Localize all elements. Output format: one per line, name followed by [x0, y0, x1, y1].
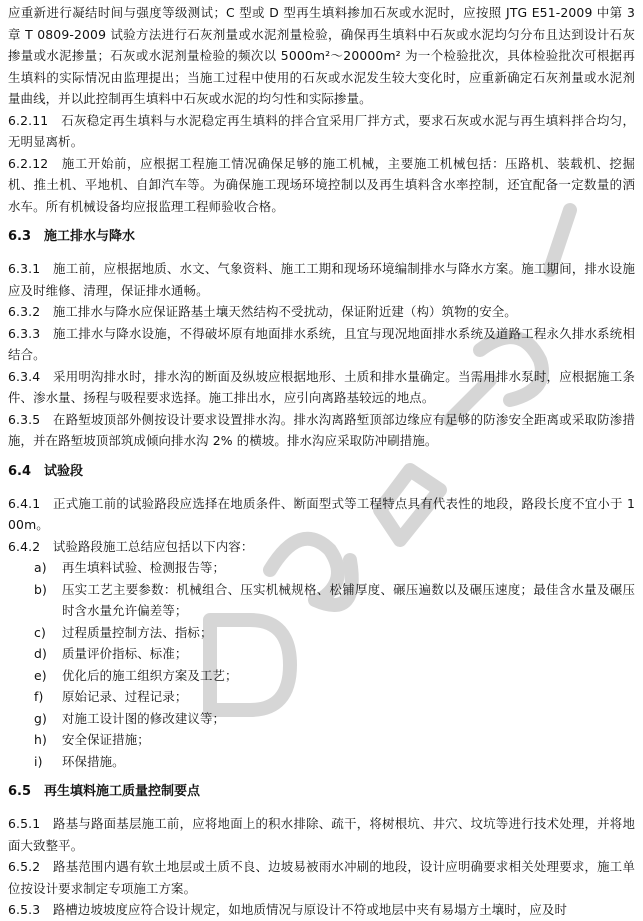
- list-text: 优化后的施工组织方案及工艺；: [62, 667, 238, 683]
- clause-6-3-4: 6.3.4 采用明沟排水时，排水沟的断面及纵坡应根据地形、土质和排水量确定。当需用排水泵时，应根据施工条件、渗水量、扬程与吸程要求选择。施工排出水，应引向离路基较远的地点。: [8, 368, 635, 405]
- list-text: 安全保证措施；: [62, 732, 150, 747]
- list-marker: c): [34, 624, 46, 640]
- clause-6-3-2: 6.3.2 施工排水与降水应保证路基土壤天然结构不受扰动，保证附近建（构）筑物的安全。: [8, 304, 517, 319]
- list-item: [8, 665, 635, 687]
- clause-6-3-1: 6.3.1 施工前，应根据地质、水文、气象资料、施工工期和现场环境编制排水与降水方案。施工期间，排水设施应及时维修、清理，保证排水通畅。: [8, 261, 635, 298]
- list-marker: i): [34, 753, 43, 769]
- clause-6-3-3: 6.3.3 施工排水与降水设施，不得破坏原有地面排水系统，且宜与现况地面排水系统及道路工程永久排水系统相结合。: [8, 325, 635, 362]
- clause-6-2-11: 6.2.11 石灰稳定再生填料与水泥稳定再生填料的拌合宜采用厂拌方式，要求石灰或水泥与再生填料拌合均匀，无明显离析。: [8, 112, 635, 149]
- list-item: [8, 579, 635, 622]
- list-text: 质量评价指标、标准；: [62, 646, 188, 661]
- list-marker: f): [34, 689, 44, 704]
- list-marker: h): [34, 732, 47, 747]
- list-item: [8, 751, 635, 773]
- list-marker: g): [34, 710, 47, 726]
- list-text: 过程质量控制方法、指标；: [62, 624, 213, 640]
- clause-6-4-2: 6.4.2 试验路段施工总结应包括以下内容：: [8, 538, 254, 554]
- list-text: 压实工艺主要参数：机械组合、压实机械规格、松铺厚度、碾压遍数以及碾压速度；最佳含水量及碾压时含水量允许偏差等；: [62, 581, 635, 618]
- list-text: 对施工设计图的修改建议等；: [62, 710, 226, 726]
- list-marker: d): [34, 646, 47, 661]
- paragraph-continuation: 应重新进行凝结时间与强度等级测试；C 型或 D 型再生填料掺加石灰或水泥时，应按照 JTG E51-2009 中第 3 章 T 0809-2009 试验方法进行石灰剂量或水泥剂量检验，确保再生填料中石灰或水泥均匀分布且达到设计石灰掺量或水泥掺量；石灰或水泥剂量检验的频次以 5000m²～20000m² 为一个检验批次，具体检验批次可根据再生填料的实际情况由监理提出；当施工过程中使用的石灰或水泥发生较大变化时，应重新确定石灰剂量或水泥剂量曲线，并以此控制再生填料中石灰或水泥的均匀性和实际掺量。: [8, 5, 635, 106]
- list-marker: b): [34, 581, 47, 597]
- list-marker: e): [34, 667, 47, 683]
- list-item: [8, 622, 635, 644]
- list-item: [8, 686, 635, 708]
- clause-6-3-5: 6.3.5 在路堑坡顶部外侧按设计要求设置排水沟。排水沟离路堑顶部边缘应有足够的防渗安全距离或采取防渗措施，并在路堑坡顶部筑成倾向排水沟 2% 的横坡。排水沟应采取防冲刷措施。: [8, 411, 635, 448]
- clause-6-5-2: 6.5.2 路基范围内遇有软土地层或土质不良、边坡易被雨水冲刷的地段，设计应明确要求相关处理要求，施工单位按设计要求制定专项施工方案。: [8, 859, 635, 896]
- list-text: 再生填料试验、检测报告等；: [62, 560, 226, 575]
- clause-6-2-12: 6.2.12 施工开始前，应根据工程施工情况确保足够的施工机械，主要施工机械包括：压路机、装载机、挖掘机、推土机、平地机、自卸汽车等。为确保施工现场环境控制以及再生填料含水率控制，还宜配备一定数量的洒水车。所有机械设备均应报监理工程师验收合格。: [8, 155, 635, 214]
- section-heading-6-4: 6.4 试验段: [8, 463, 84, 479]
- list-item: [8, 557, 635, 579]
- list-item: [8, 708, 635, 730]
- list-item: [8, 729, 635, 751]
- list-text: 环保措施。: [62, 753, 125, 769]
- clause-6-5-3: 6.5.3 路槽边坡坡度应符合设计规定，如地质情况与原设计不符或地层中夹有易塌方土壤时，应及时: [8, 902, 567, 917]
- clause-6-5-1: 6.5.1 路基与路面基层施工前，应将地面上的积水排除、疏干，将树根坑、井穴、坟坑等进行技术处理，并将地面大致整平。: [8, 816, 635, 853]
- section-heading-6-3: 6.3 施工排水与降水: [8, 229, 136, 244]
- list-marker: a): [34, 560, 47, 575]
- list-text: 原始记录、过程记录；: [62, 689, 188, 704]
- section-heading-6-5: 6.5 再生填料施工质量控制要点: [8, 784, 201, 799]
- list-item: [8, 643, 635, 665]
- clause-6-4-1: 6.4.1 正式施工前的试验路段应选择在地质条件、断面型式等工程特点具有代表性的地段，路段长度不宜小于 100m。: [8, 495, 635, 532]
